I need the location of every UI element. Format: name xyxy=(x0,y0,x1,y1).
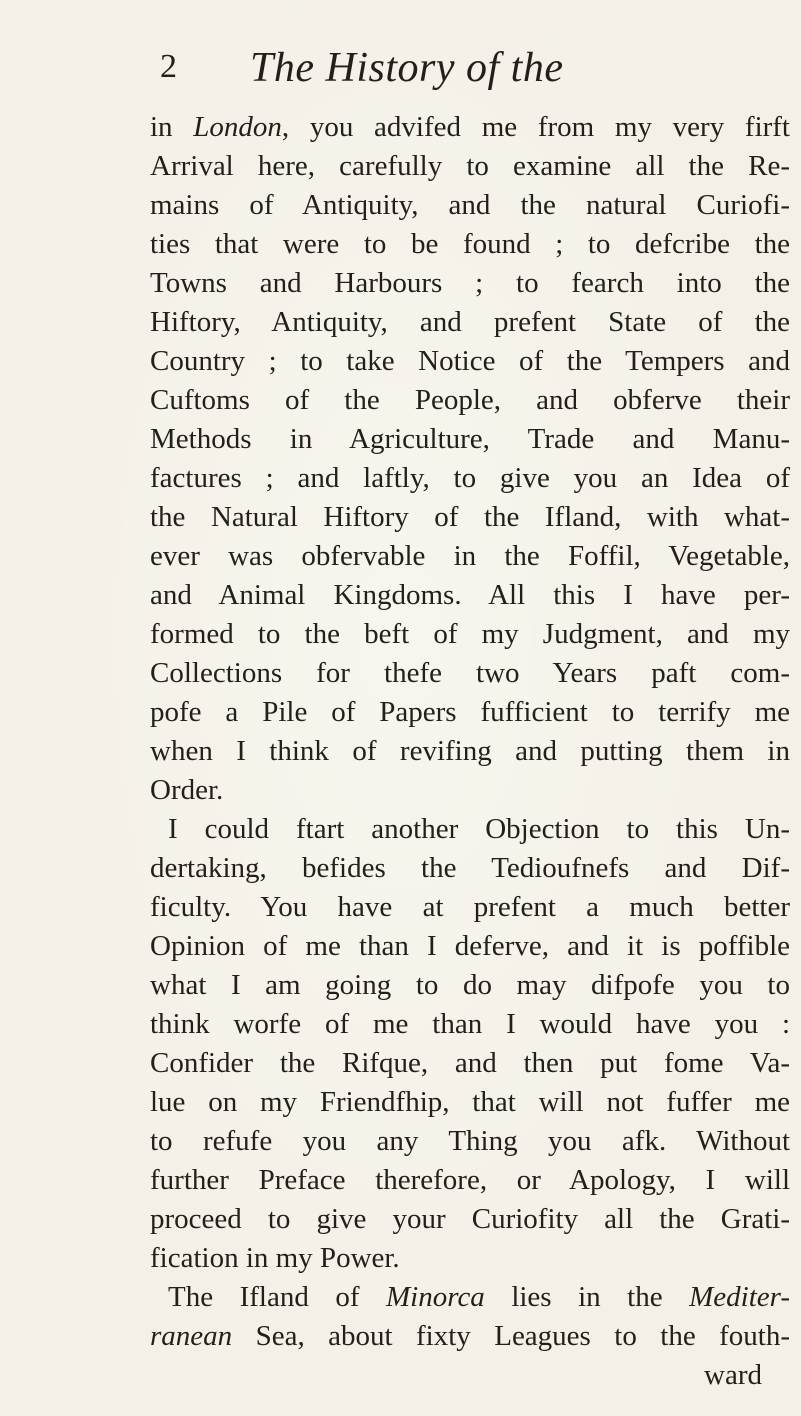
text-line: I could ftart another Objection to this Un- xyxy=(168,813,790,845)
catchword: ward xyxy=(704,1359,762,1391)
text-line: to refufe you any Thing you afk. Without xyxy=(150,1125,790,1157)
text-line: Towns and Harbours ; to fearch into the xyxy=(150,267,790,299)
text-line: The Ifland of Minorca lies in the Mediter- xyxy=(168,1281,790,1313)
text-line: the Natural Hiftory of the Ifland, with what- xyxy=(150,501,790,533)
text-line: Opinion of me than I deferve, and it is poffible xyxy=(150,930,790,962)
text-line: Order. xyxy=(150,774,224,806)
text-line: Cuftoms of the People, and obferve their xyxy=(150,384,790,416)
text-line: Confider the Rifque, and then put fome Va- xyxy=(150,1047,790,1079)
text-line: Collections for thefe two Years paft com- xyxy=(150,657,790,689)
text-line: what I am going to do may difpofe you to xyxy=(150,969,790,1001)
text-line: Methods in Agriculture, Trade and Manu- xyxy=(150,423,790,455)
text-line: proceed to give your Curiofity all the Grati- xyxy=(150,1203,790,1235)
running-head: The History of the xyxy=(250,45,564,91)
page-number: 2 xyxy=(160,48,177,85)
text-line: formed to the beft of my Judgment, and my xyxy=(150,618,790,650)
text-line: ever was obfervable in the Foffil, Vegetable, xyxy=(150,540,790,572)
text-line: pofe a Pile of Papers fufficient to terrify me xyxy=(150,696,790,728)
body-text xyxy=(150,108,790,1395)
text-line: when I think of revifing and putting them in xyxy=(150,735,790,767)
text-line: mains of Antiquity, and the natural Curiofi- xyxy=(150,189,790,221)
text-line: lue on my Friendfhip, that will not fuffer me xyxy=(150,1086,790,1118)
text-line: dertaking, befides the Tedioufnefs and Dif- xyxy=(150,852,790,884)
text-line: ranean Sea, about fixty Leagues to the fouth- xyxy=(150,1320,790,1352)
text-line: ficulty. You have at prefent a much better xyxy=(150,891,790,923)
text-line: in London, you advifed me from my very firft xyxy=(150,111,790,143)
page-header xyxy=(0,44,801,104)
text-line: further Preface therefore, or Apology, I will xyxy=(150,1164,790,1196)
text-line: Country ; to take Notice of the Tempers and xyxy=(150,345,790,377)
text-line: factures ; and laftly, to give you an Idea of xyxy=(150,462,790,494)
text-line: Hiftory, Antiquity, and prefent State of the xyxy=(150,306,790,338)
text-line: fication in my Power. xyxy=(150,1242,400,1274)
text-line: Arrival here, carefully to examine all the Re- xyxy=(150,150,790,182)
text-line: think worfe of me than I would have you : xyxy=(150,1008,790,1040)
text-line: ties that were to be found ; to defcribe the xyxy=(150,228,790,260)
text-line: and Animal Kingdoms. All this I have per- xyxy=(150,579,790,611)
